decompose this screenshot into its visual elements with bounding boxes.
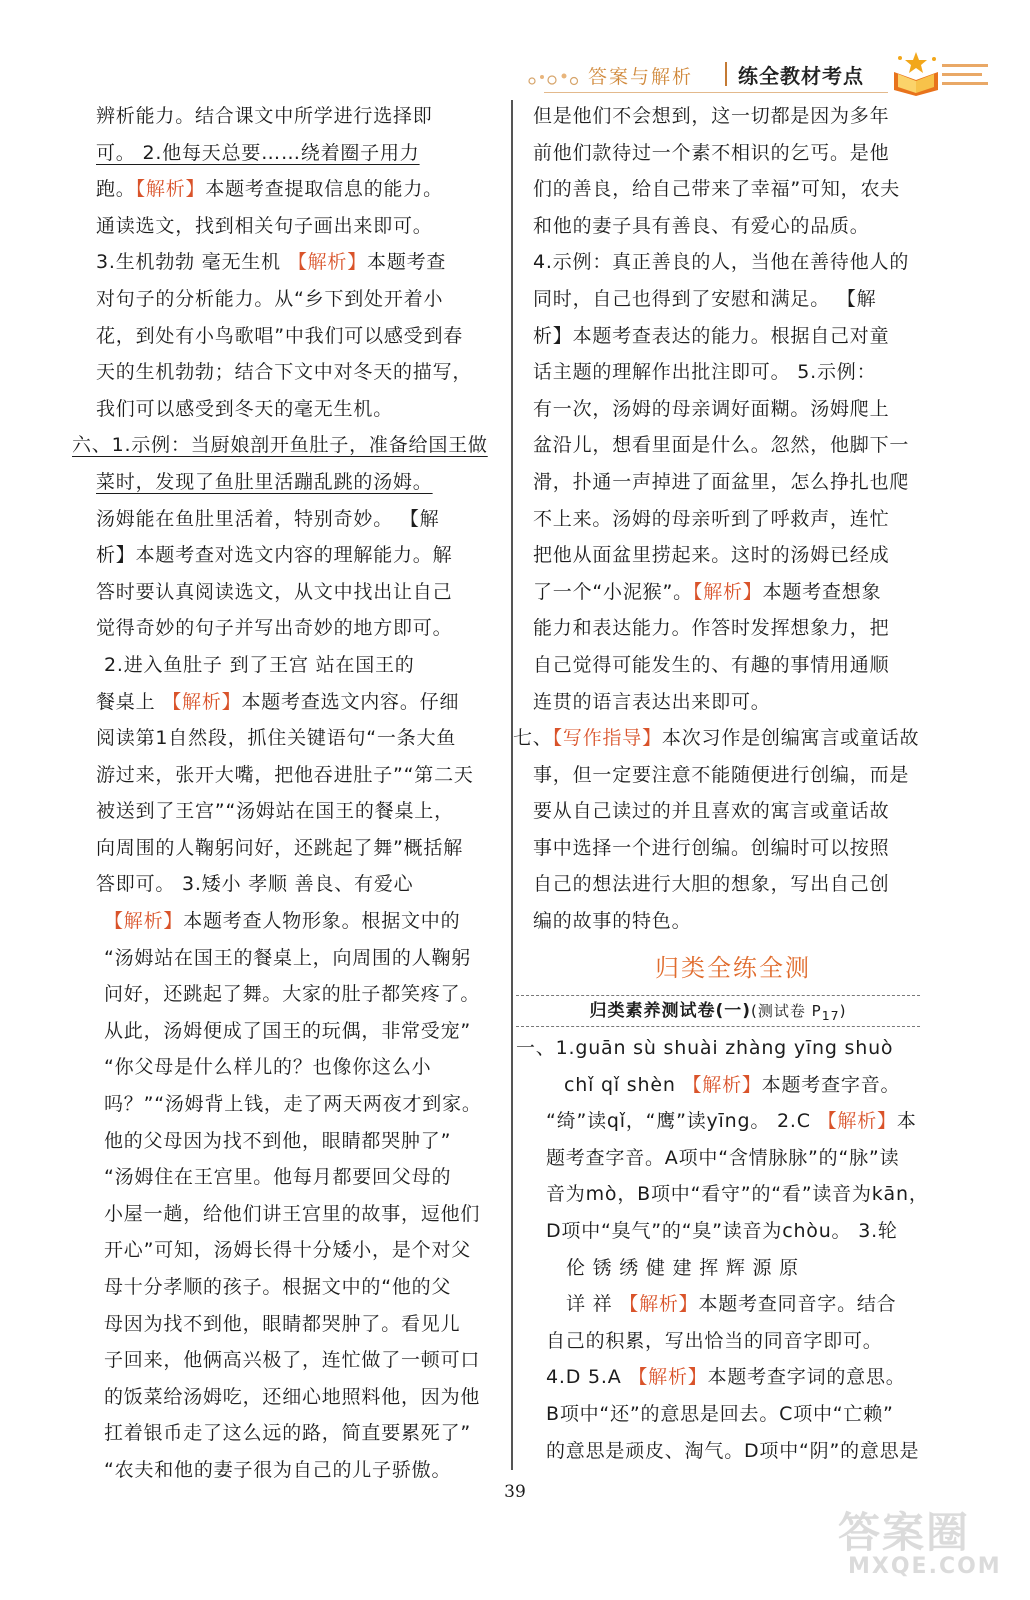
analysis-tag: 【解析】 xyxy=(682,1073,762,1096)
text-line: 滑，扑通一声掉进了面盆里，怎么挣扎也爬 xyxy=(533,470,910,493)
left-column xyxy=(72,98,492,1489)
watermark-bottom: MXQE.COM xyxy=(848,1554,1002,1579)
text-run: 本题考查同音字。结合 xyxy=(698,1293,897,1316)
watermark-top: 答案圈 xyxy=(838,1508,971,1557)
text-line: 问好，还跳起了舞。大家的肚子都笑疼了。 xyxy=(104,983,481,1006)
text-run: 本次习作是创编寓言或童话故 xyxy=(661,727,920,750)
text-line xyxy=(72,903,492,940)
text-line xyxy=(516,1359,926,1396)
text-line: “汤姆站在国王的餐桌上，向周围的人鞠躬 xyxy=(104,946,472,969)
text-line xyxy=(533,574,933,611)
text-run: 本题考查字词的意思。 xyxy=(707,1366,906,1389)
text-line: B项中“还”的意思是回去。C项中“亡赖” xyxy=(546,1402,894,1425)
text-line: 能力和表达能力。作答时发挥想象力，把 xyxy=(533,617,890,640)
test-ref xyxy=(751,1002,847,1023)
test-ref-post: ) xyxy=(839,1002,847,1020)
text-run: “绮”读qǐ，“鹰”读yīng。 2.C xyxy=(546,1110,818,1133)
text-line xyxy=(72,135,492,172)
text-run: 本题考查提取信息的能力。 xyxy=(205,178,443,201)
text-run: 本题考查 xyxy=(367,251,447,274)
text-run: 汤姆能在鱼肚里活着，特别奇妙。 【解 xyxy=(96,507,440,530)
book-star-logo-icon xyxy=(890,50,942,96)
text-line: 和他的妻子具有善良、有爱心的品质。 xyxy=(533,214,870,237)
text-run: 4.D 5.A xyxy=(546,1366,629,1389)
column-divider xyxy=(511,100,513,1470)
text-line: 音为mò，B项中“看守”的“看”读音为kān， xyxy=(546,1183,929,1206)
analysis-tag: 【解析】 xyxy=(628,1366,708,1389)
text-line: 不上来。汤姆的母亲听到了呼救声，连忙 xyxy=(533,507,890,530)
text-line: 对句子的分析能力。从“乡下到处开着小 xyxy=(96,287,444,310)
underlined-answer: 六、1.示例：当厨娘剖开鱼肚子，准备给国王做 xyxy=(72,434,488,457)
text-line xyxy=(516,1067,926,1104)
text-line: 觉得奇妙的句子并写出奇妙的地方即可。 xyxy=(96,617,453,640)
text-line: 被送到了王宫”“汤姆站在国王的餐桌上， xyxy=(96,800,454,823)
text-line xyxy=(72,427,492,464)
text-run: 同时，自己也得到了安慰和满足。 【解 xyxy=(533,287,877,310)
text-line: 把他从面盆里捞起来。这时的汤姆已经成 xyxy=(533,544,890,567)
text-line: 的意思是顽皮、淘气。D项中“阴”的意思是 xyxy=(546,1439,920,1462)
text-line: 伦 锈 绣 健 建 挥 辉 源 原 xyxy=(566,1256,799,1279)
text-line xyxy=(72,501,492,538)
test-ref-pre: (测试卷 P xyxy=(751,1002,822,1020)
text-line: 话主题的理解作出批注即可。 5.示例： xyxy=(533,361,877,384)
text-line: 母十分孝顺的孩子。根据文中的“他的父 xyxy=(104,1276,452,1298)
text-line: 从此，汤姆便成了国王的玩偶，非常受宠” xyxy=(104,1019,472,1042)
text-run: 了一个“小泥猴”。 xyxy=(533,580,693,603)
text-line xyxy=(513,720,933,757)
text-line: 自己的积累，写出恰当的同音字即可。 xyxy=(546,1329,883,1352)
text-line: 一、1.guān sù shuài zhàng yīng shuò xyxy=(516,1037,894,1059)
text-line: 阅读第1自然段，抓住关键语句“一条大鱼 xyxy=(96,727,457,750)
text-line: 答即可。 3.矮小 孝顺 善良、有爱心 xyxy=(96,873,414,896)
page-header xyxy=(520,52,990,102)
text-line xyxy=(72,171,492,208)
text-line: 子回来，他俩高兴极了，连忙做了一顿可口 xyxy=(104,1349,481,1372)
analysis-tag: 【解析】 xyxy=(104,910,184,933)
analysis-tag: 【解析】 xyxy=(692,580,763,603)
header-separator xyxy=(725,62,727,86)
text-line: 天的生机勃勃；结合下文中对冬天的描写， xyxy=(96,361,473,384)
decorative-lines-icon xyxy=(942,60,990,90)
test-ref-page: 17 xyxy=(821,1008,840,1023)
text-line: D项中“臭气”的“臭”读音为chòu。 3.轮 xyxy=(546,1219,898,1242)
text-line xyxy=(72,464,492,501)
header-section-title: 答案与解析 xyxy=(588,66,694,88)
text-line: 母因为找不到他，眼睛都哭肿了。看见儿 xyxy=(104,1312,461,1335)
text-line xyxy=(516,1103,926,1140)
text-line: 自己觉得可能发生的、有趣的事情用通顺 xyxy=(533,653,890,676)
header-book-title: 练全教材考点 xyxy=(738,64,864,88)
page-number: 39 xyxy=(504,1482,526,1502)
text-line xyxy=(516,1286,926,1323)
text-line: 扛着银币走了这么远的路，简直要累死了” xyxy=(104,1422,472,1445)
analysis-tag: 【解析】 xyxy=(287,251,368,274)
text-line: 花，到处有小鸟歌唱”中我们可以感受到春 xyxy=(96,324,464,347)
watermark xyxy=(828,1500,1008,1590)
text-line: 析】本题考查对选文内容的理解能力。解 xyxy=(96,544,453,567)
text-line: 吗？”“汤姆背上钱，走了两天两夜才到家。 xyxy=(104,1093,482,1116)
analysis-tag: 【解析】 xyxy=(619,1293,699,1316)
dots-ornament-icon xyxy=(526,66,586,88)
analysis-tag: 【解析】 xyxy=(162,690,242,713)
text-line: “农夫和他的妻子很为自己的儿子骄傲。 xyxy=(104,1458,452,1481)
test-paper-title xyxy=(516,995,920,1027)
right-bottom-answers xyxy=(516,1030,929,1469)
text-line: 向周围的人鞠躬问好，还跳起了舞”概括解 xyxy=(96,836,464,859)
analysis-tag: 【写作指导】 xyxy=(552,727,662,750)
right-column xyxy=(513,98,933,940)
text-run: 本 xyxy=(896,1110,917,1133)
text-run: chǐ qǐ shèn xyxy=(564,1073,683,1096)
text-line: 前他们款待过一个素不相识的乞丐。是他 xyxy=(533,141,890,164)
text-line: “汤姆住在王宫里。他每月都要回父母的 xyxy=(104,1166,452,1189)
text-line: 连贯的语言表达出来即可。 xyxy=(533,690,771,713)
analysis-tag: 【解析】 xyxy=(135,178,206,201)
text-line: 4.示例：真正善良的人，当他在善待他人的 xyxy=(533,251,910,274)
test-title: 归类素养测试卷(一) xyxy=(589,1001,752,1021)
text-line xyxy=(72,244,492,281)
text-line: 开心”可知，汤姆长得十分矮小，是个对父 xyxy=(104,1239,472,1262)
text-run: 本题考查人物形象。根据文中的 xyxy=(183,910,461,933)
text-line: 但是他们不会想到，这一切都是因为多年 xyxy=(533,105,890,127)
text-run: 本题考查字音。 xyxy=(761,1073,901,1096)
text-line: 编的故事的特色。 xyxy=(533,910,692,933)
text-run: 餐桌上 xyxy=(96,690,163,713)
text-line: 析】本题考查表达的能力。根据自己对童 xyxy=(533,324,890,347)
underlined-answer: 菜时，发现了鱼肚里活蹦乱跳的汤姆。 xyxy=(96,470,433,493)
analysis-tag: 【解析】 xyxy=(817,1110,897,1133)
text-line: 自己的想法进行大胆的想象，写出自己创 xyxy=(533,873,890,896)
text-run: 跑。 xyxy=(96,178,136,201)
text-line: 小屋一趟，给他们讲王宫里的故事，逗他们 xyxy=(104,1202,481,1225)
text-run: 本题考查想象 xyxy=(762,580,882,603)
text-line: 盆沿儿，想看里面是什么。忽然，他脚下一 xyxy=(533,434,910,457)
text-line: 游过来，张开大嘴，把他吞进肚子”“第二天 xyxy=(96,763,474,786)
text-line: 通读选文，找到相关句子画出来即可。 xyxy=(96,214,433,237)
section-title: 归类全练全测 xyxy=(655,954,811,982)
text-line: 的饭菜给汤姆吃，还细心地照料他，因为他 xyxy=(104,1385,481,1408)
text-line: 答时要认真阅读选文，从文中找出让自己 xyxy=(96,580,453,603)
text-line: 事，但一定要注意不能随便进行创编，而是 xyxy=(533,763,910,786)
text-run: 本题考查选文内容。仔细 xyxy=(241,690,460,713)
text-line: 他的父母因为找不到他，眼睛都哭肿了” xyxy=(104,1129,452,1152)
text-line: 要从自己读过的并且喜欢的寓言或童话故 xyxy=(533,800,890,823)
text-line: 辨析能力。结合课文中所学进行选择即 xyxy=(96,105,433,127)
text-line xyxy=(72,684,492,721)
text-line: 事中选择一个进行创编。创编时可以按照 xyxy=(533,836,890,859)
text-line: 题考查字音。A项中“含情脉脉”的“脉”读 xyxy=(546,1146,900,1169)
text-line xyxy=(533,281,933,318)
text-line: 2.进入鱼肚子 到了王宫 站在国王的 xyxy=(104,653,415,676)
text-line: 们的善良，给自己带来了幸福”可知，农夫 xyxy=(533,178,901,201)
text-line: 我们可以感受到冬天的毫无生机。 xyxy=(96,397,394,420)
underlined-answer: 可。 2.他每天总要……绕着圈子用力 xyxy=(96,141,420,164)
text-run: 详 祥 xyxy=(566,1293,620,1316)
text-line: 有一次，汤姆的母亲调好面糊。汤姆爬上 xyxy=(533,397,890,420)
text-run: 3.生机勃勃 毫无生机 xyxy=(96,251,288,274)
header-underline xyxy=(544,92,888,93)
text-run: 七、 xyxy=(513,727,553,750)
text-line: “你父母是什么样儿的？也像你这么小 xyxy=(104,1056,432,1079)
